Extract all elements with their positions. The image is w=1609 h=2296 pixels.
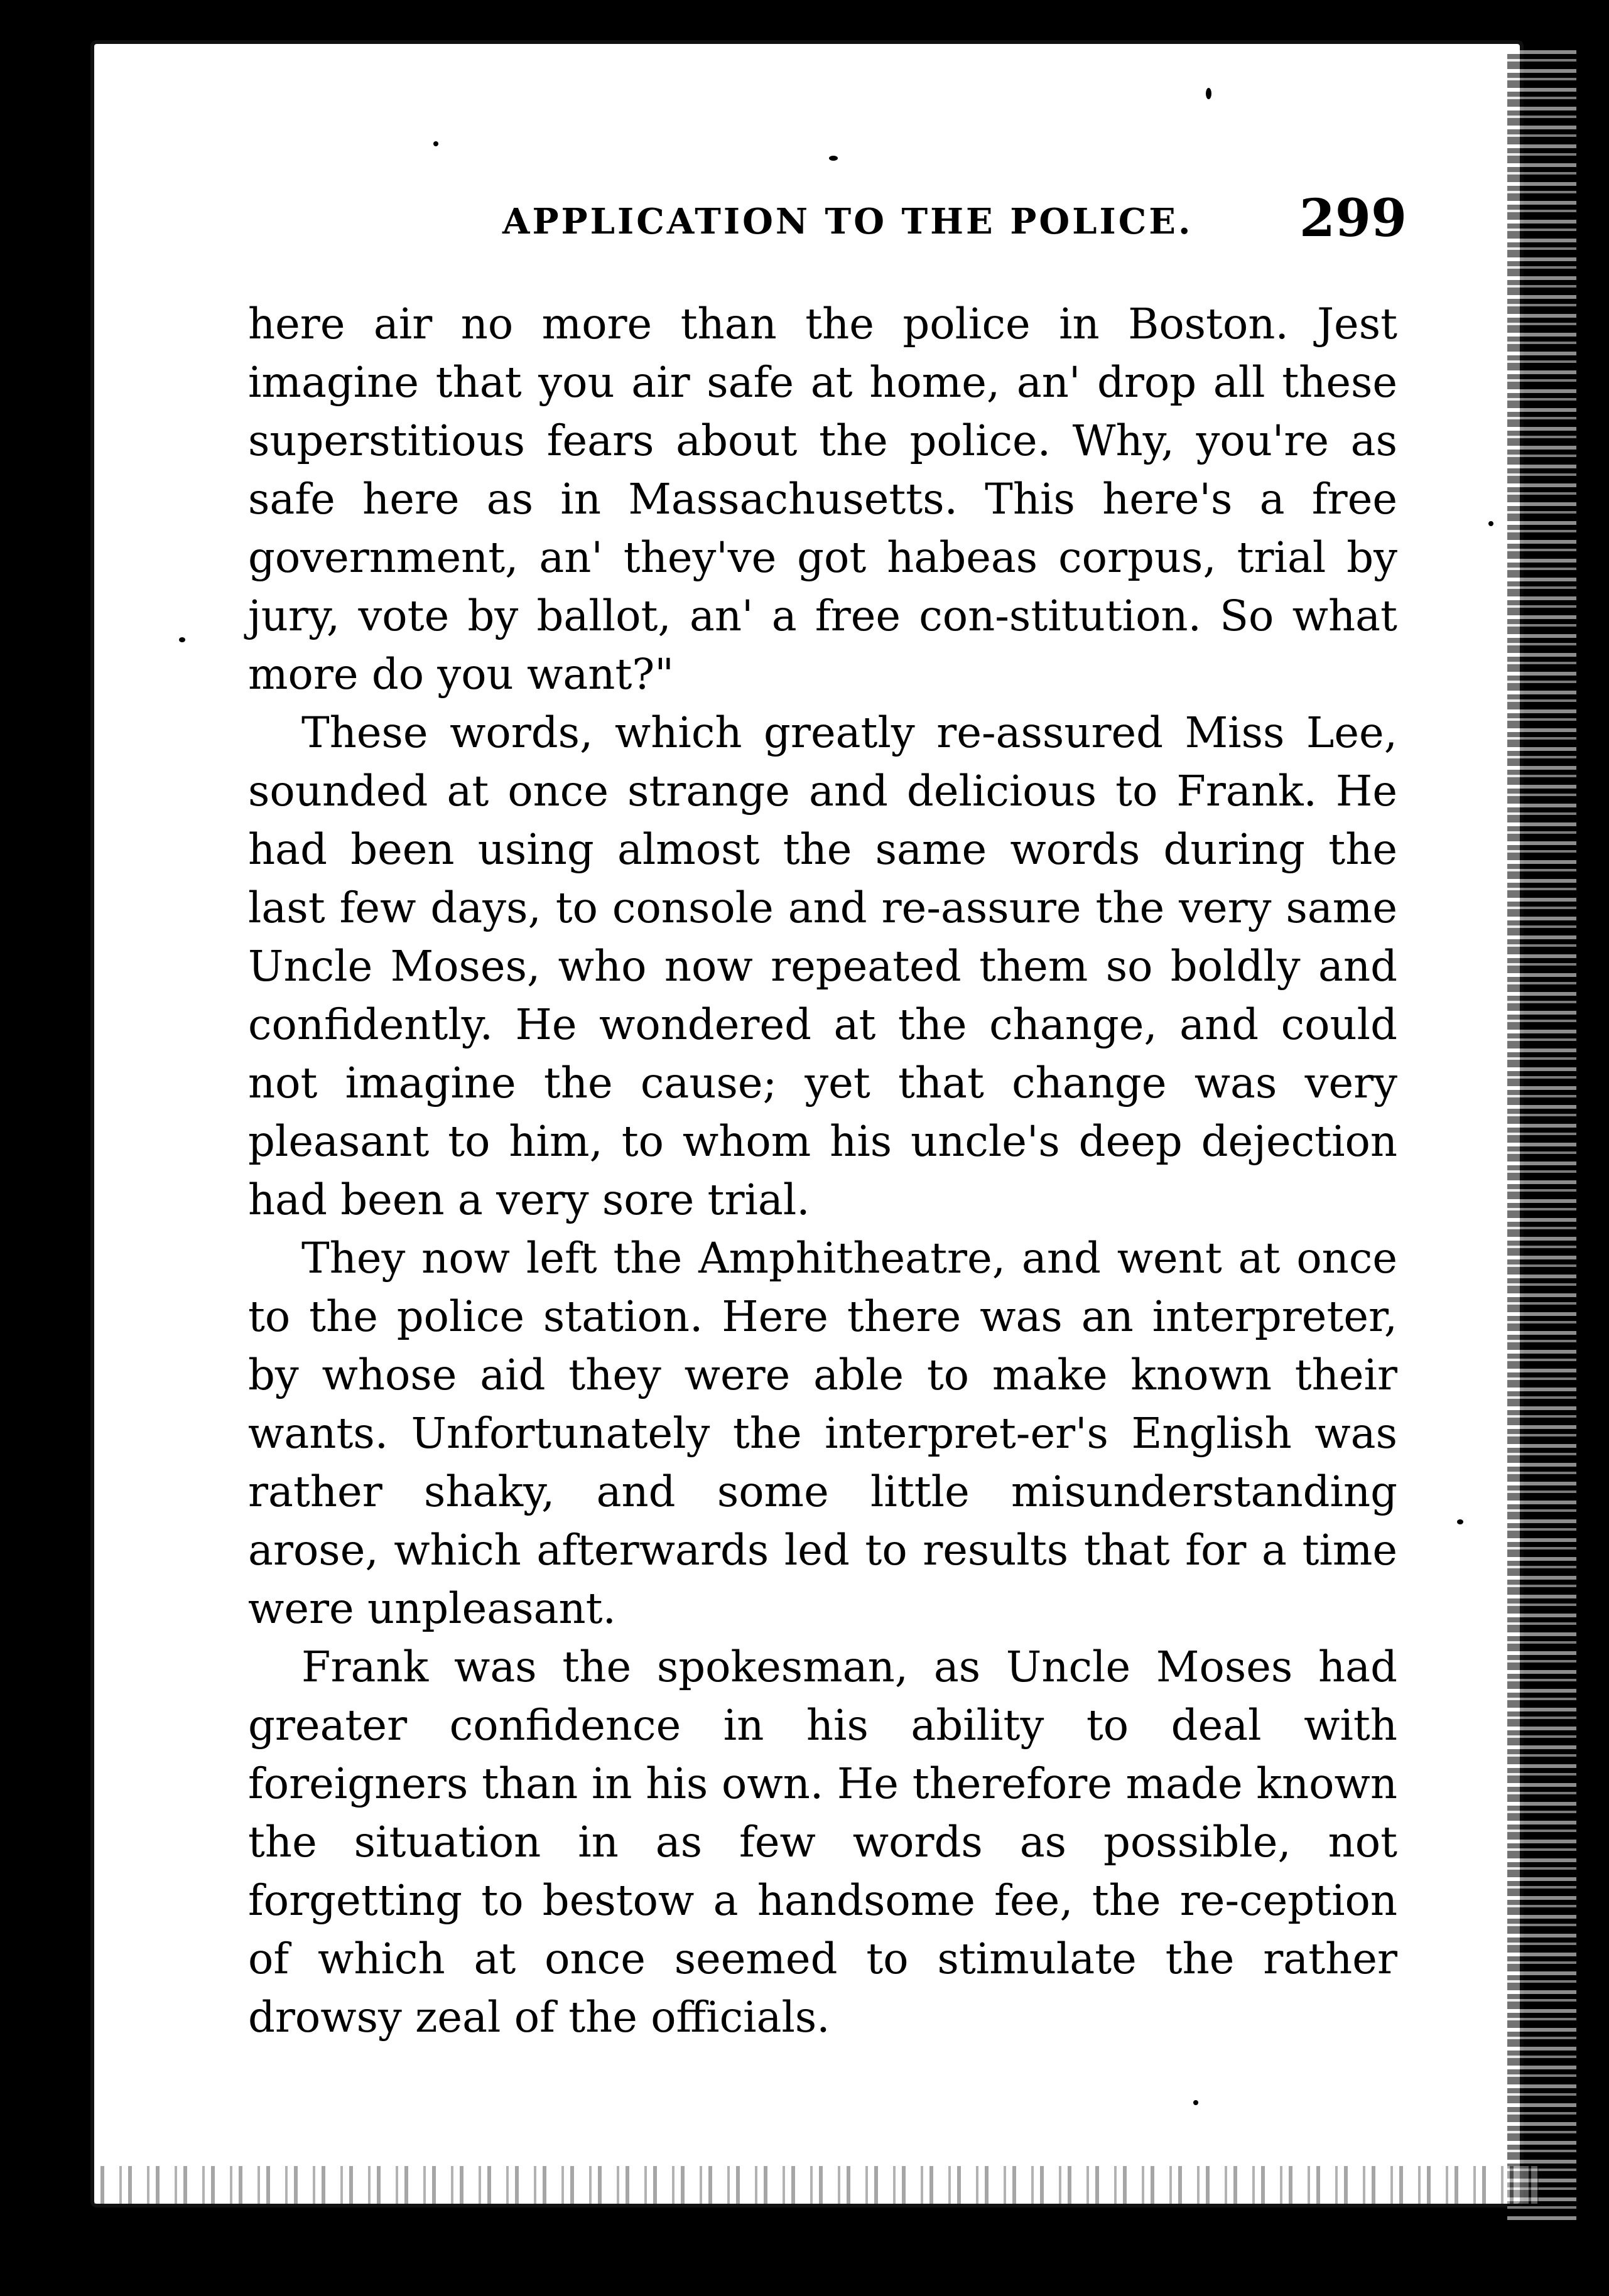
scan-speck [1193,2100,1198,2105]
scan-speck [829,156,838,161]
page-number: 299 [1299,188,1407,249]
scan-speck [179,637,185,642]
body-text [248,295,1397,2047]
paragraph: They now left the Amphitheatre, and went at once to the police station. Here there was an interpreter, by whose aid they were able to make known their wants. Unfortunately the interpret-er's English was rather shaky, and some little misunderstanding arose, which afterwards led to results that for a time were unpleasant. [248,1234,1397,1633]
page-edge-shadow [1507,50,1576,2223]
scan-speck [1488,521,1493,526]
scan-speck [1206,88,1211,99]
paragraph-continuation: here air no more than the police in Boston. Jest imagine that you air safe at home, an' drop all these superstitious fears about the police. Why, you're as safe here as in Massachusetts. This here's a free government, an' they've got habeas corpus, trial by jury, vote by ballot, an' a free con-stitution. So what more do you want?" [248,299,1397,699]
scan-speck [1457,1519,1463,1524]
running-head [239,188,1407,257]
running-title: APPLICATION TO THE POLICE. [502,201,1193,242]
paragraph: These words, which greatly re-assured Miss Lee, sounded at once strange and delicious to Frank. He had been using almost the same words during the last few days, to console and re-assure the very same Uncle Moses, who now repeated them so boldly and confidently. He wondered at the change, and could not imagine the cause; yet that change was very pleasant to him, to whom his uncle's deep dejection had been a very sore trial. [248,708,1397,1224]
scan-speck [433,141,438,146]
paragraph: Frank was the spokesman, as Uncle Moses had greater confidence in his ability to deal with foreigners than in his own. He therefore made known the situation in as few words as possible, not forgetting to bestow a handsome fee, the re-ception of which at once seemed to stimulate the rather drowsy zeal of the officials. [248,1642,1397,2042]
page-bottom-shadow [94,2166,1539,2204]
